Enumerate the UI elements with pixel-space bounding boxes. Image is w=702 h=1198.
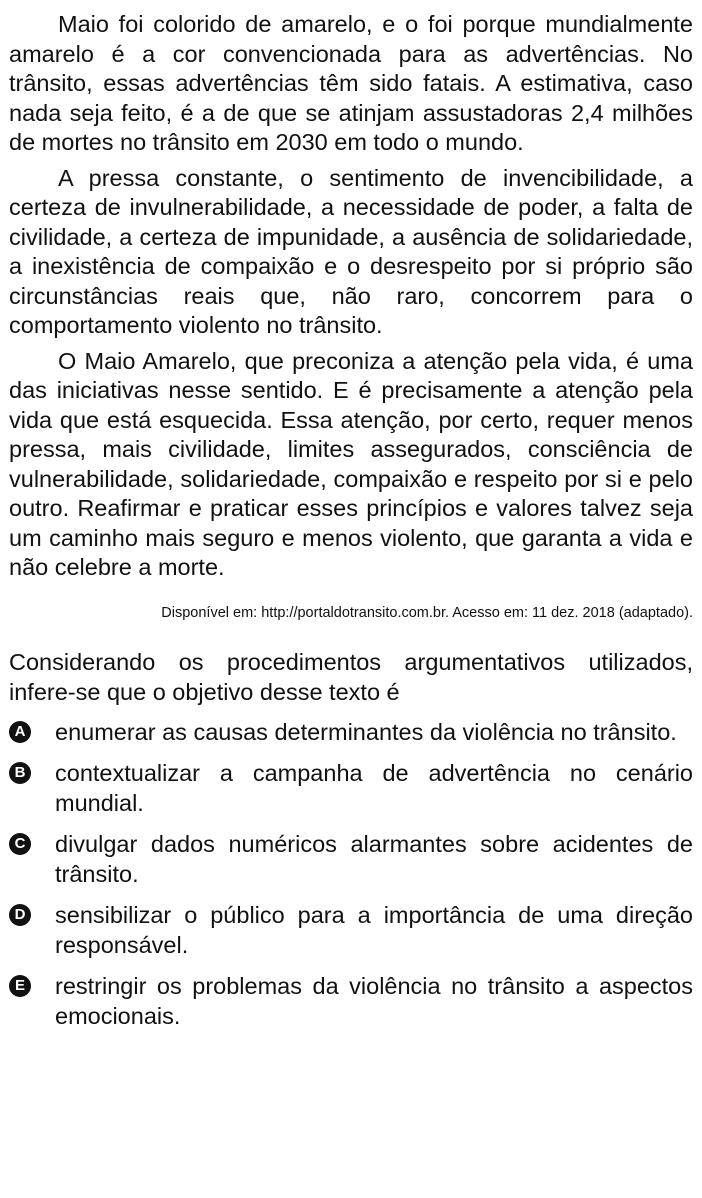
question-stem: Considerando os procedimentos argumentativos utilizados, infere-se que o objetivo desse texto é (9, 648, 693, 705)
passage-paragraph-2: A pressa constante, o sentimento de invencibilidade, a certeza de invulnerabilidade, a necessidade de poder, a falta de civilidade, a certeza de impunidade, a ausência de solidariedade, a inexistência de compaixão e o desrespeito por si próprio são circunstâncias reais que, não raro, concorrem para o comportamento violento no trânsito. (9, 164, 693, 338)
reading-passage (9, 10, 693, 583)
option-a[interactable] (9, 717, 693, 747)
option-c-letter: C (9, 833, 31, 855)
passage-paragraph-1: Maio foi colorido de amarelo, e o foi porque mundialmente amarelo é a cor convencionada para as advertências. No trânsito, essas advertências têm sido fatais. A estimativa, caso nada seja feito, é a de que se atinjam assustadoras 2,4 milhões de mortes no trânsito em 2030 em todo o mundo. (9, 11, 693, 155)
option-b[interactable] (9, 758, 693, 818)
option-a-letter: A (9, 721, 31, 743)
option-e[interactable] (9, 971, 693, 1031)
option-c[interactable] (9, 829, 693, 889)
passage-paragraph-3: O Maio Amarelo, que preconiza a atenção pela vida, é uma das iniciativas nesse sentido. E é precisamente a atenção pela vida que está esquecida. Essa atenção, por certo, requer menos pressa, mais civilidade, limites assegurados, consciência de vulnerabilidade, solidariedade, compaixão e respeito por si e pelo outro. Reafirmar e praticar esses princípios e valores talvez seja um caminho mais seguro e menos violento, que garanta a vida e não celebre a morte. (9, 347, 693, 580)
option-d-letter: D (9, 904, 31, 926)
option-b-letter: B (9, 762, 31, 784)
option-e-text: restringir os problemas da violência no trânsito a aspectos emocionais. (55, 972, 693, 1029)
option-d-text: sensibilizar o público para a importância de uma direção responsável. (55, 901, 693, 958)
option-e-letter: E (9, 975, 31, 997)
option-c-text: divulgar dados numéricos alarmantes sobre acidentes de trânsito. (55, 830, 693, 887)
source-citation: Disponível em: http://portaldotransito.com.br. Acesso em: 11 dez. 2018 (adaptado). (161, 604, 693, 621)
option-b-text: contextualizar a campanha de advertência no cenário mundial. (55, 759, 693, 816)
answer-options (9, 717, 693, 1031)
option-d[interactable] (9, 900, 693, 960)
option-a-text: enumerar as causas determinantes da violência no trânsito. (55, 718, 677, 745)
